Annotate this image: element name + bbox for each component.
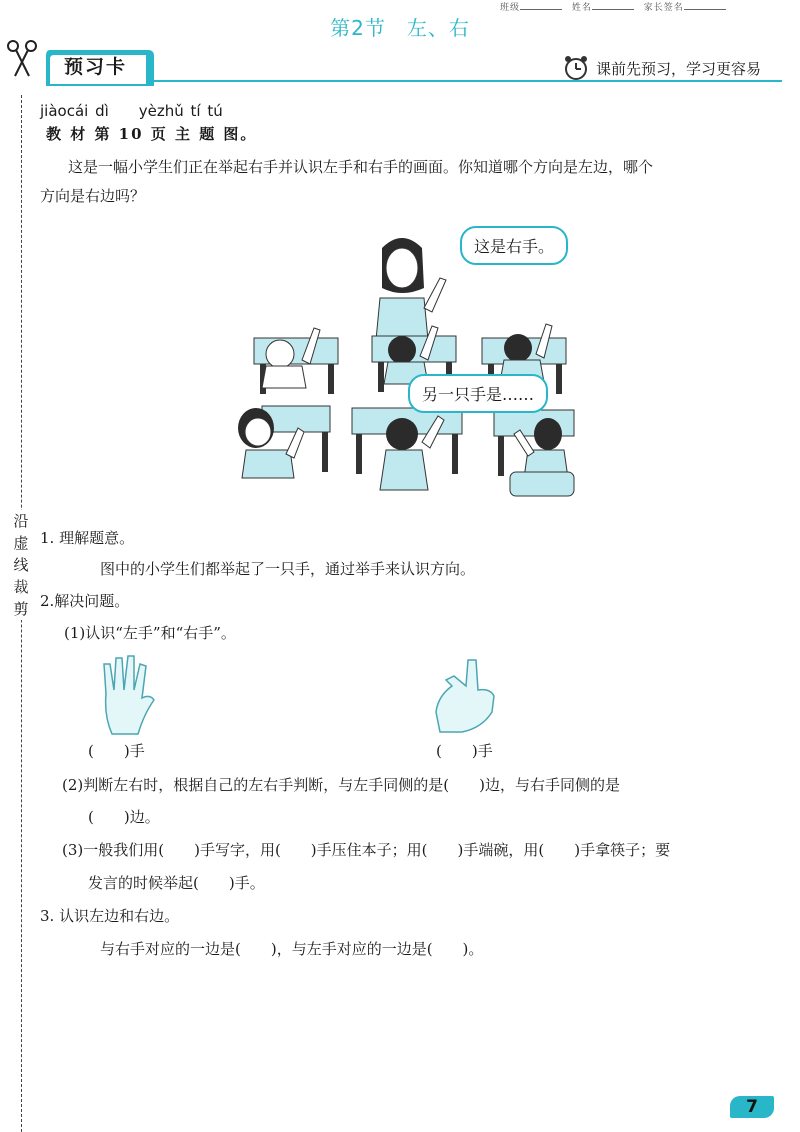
- right-hand-blank[interactable]: ( )手: [436, 742, 493, 760]
- pinyin-line: jiàocái dì yèzhǔ tí tú: [40, 102, 223, 120]
- left-hand-blank[interactable]: ( )手: [88, 742, 145, 760]
- class-blank[interactable]: [520, 3, 562, 10]
- cut-instruction: 沿 虚 线 裁 剪: [8, 510, 34, 620]
- name-label: 姓名: [571, 3, 592, 13]
- q2-sub3-line2: 发言的时候举起( )手。: [88, 874, 265, 892]
- classroom-illustration: [232, 228, 582, 510]
- class-label: 班级: [500, 3, 521, 13]
- student-speech-bubble: 另一只手是……: [408, 374, 548, 413]
- card-slogan: 课前先预习，学习更容易: [596, 60, 762, 78]
- q2-sub1: (1)认识“左手”和“右手”。: [64, 624, 236, 642]
- card-tab-label: 预习卡: [64, 56, 128, 78]
- name-blank[interactable]: [592, 3, 634, 10]
- q3-text: 与右手对应的一边是( )，与左手对应的一边是( )。: [100, 940, 484, 958]
- parent-signature-blank[interactable]: [684, 3, 726, 10]
- classroom-scene: [232, 228, 582, 510]
- page-number: 7: [730, 1096, 774, 1118]
- q3-heading: 3. 认识左边和右边。: [40, 907, 180, 925]
- q2-sub3-line1: (3)一般我们用( )手写字，用( )手压住本子；用( )手端碗，用( )手拿筷子；要: [62, 841, 671, 859]
- section-title: 第2节 左、右: [330, 16, 470, 40]
- open-hand-icon: [96, 654, 158, 738]
- q2-sub2-line2: ( )边。: [88, 808, 160, 826]
- q2-heading: 2.解决问题。: [40, 592, 130, 610]
- intro-paragraph-line2: 方向是右边吗？: [40, 187, 146, 205]
- q2-sub2-line1: (2)判断左右时，根据自己的左右手判断，与左手同侧的是( )边，与右手同侧的是: [62, 776, 620, 794]
- intro-paragraph-line1: 这是一幅小学生们正在举起右手并认识左手和右手的画面。你知道哪个方向是左边，哪个: [68, 158, 654, 176]
- q1-heading: 1. 理解题意。: [40, 529, 135, 547]
- scissors-icon: [5, 38, 39, 78]
- card-divider: [150, 80, 782, 82]
- intro-title: 教 材 第 10 页 主 题 图。: [46, 125, 258, 143]
- q1-text: 图中的小学生们都举起了一只手，通过举手来认识方向。: [100, 560, 476, 578]
- teacher-speech-bubble: 这是右手。: [460, 226, 568, 265]
- alarm-clock-icon: [562, 54, 590, 82]
- pointing-hand-icon: [432, 656, 510, 736]
- parent-signature-label: 家长签名: [643, 3, 684, 13]
